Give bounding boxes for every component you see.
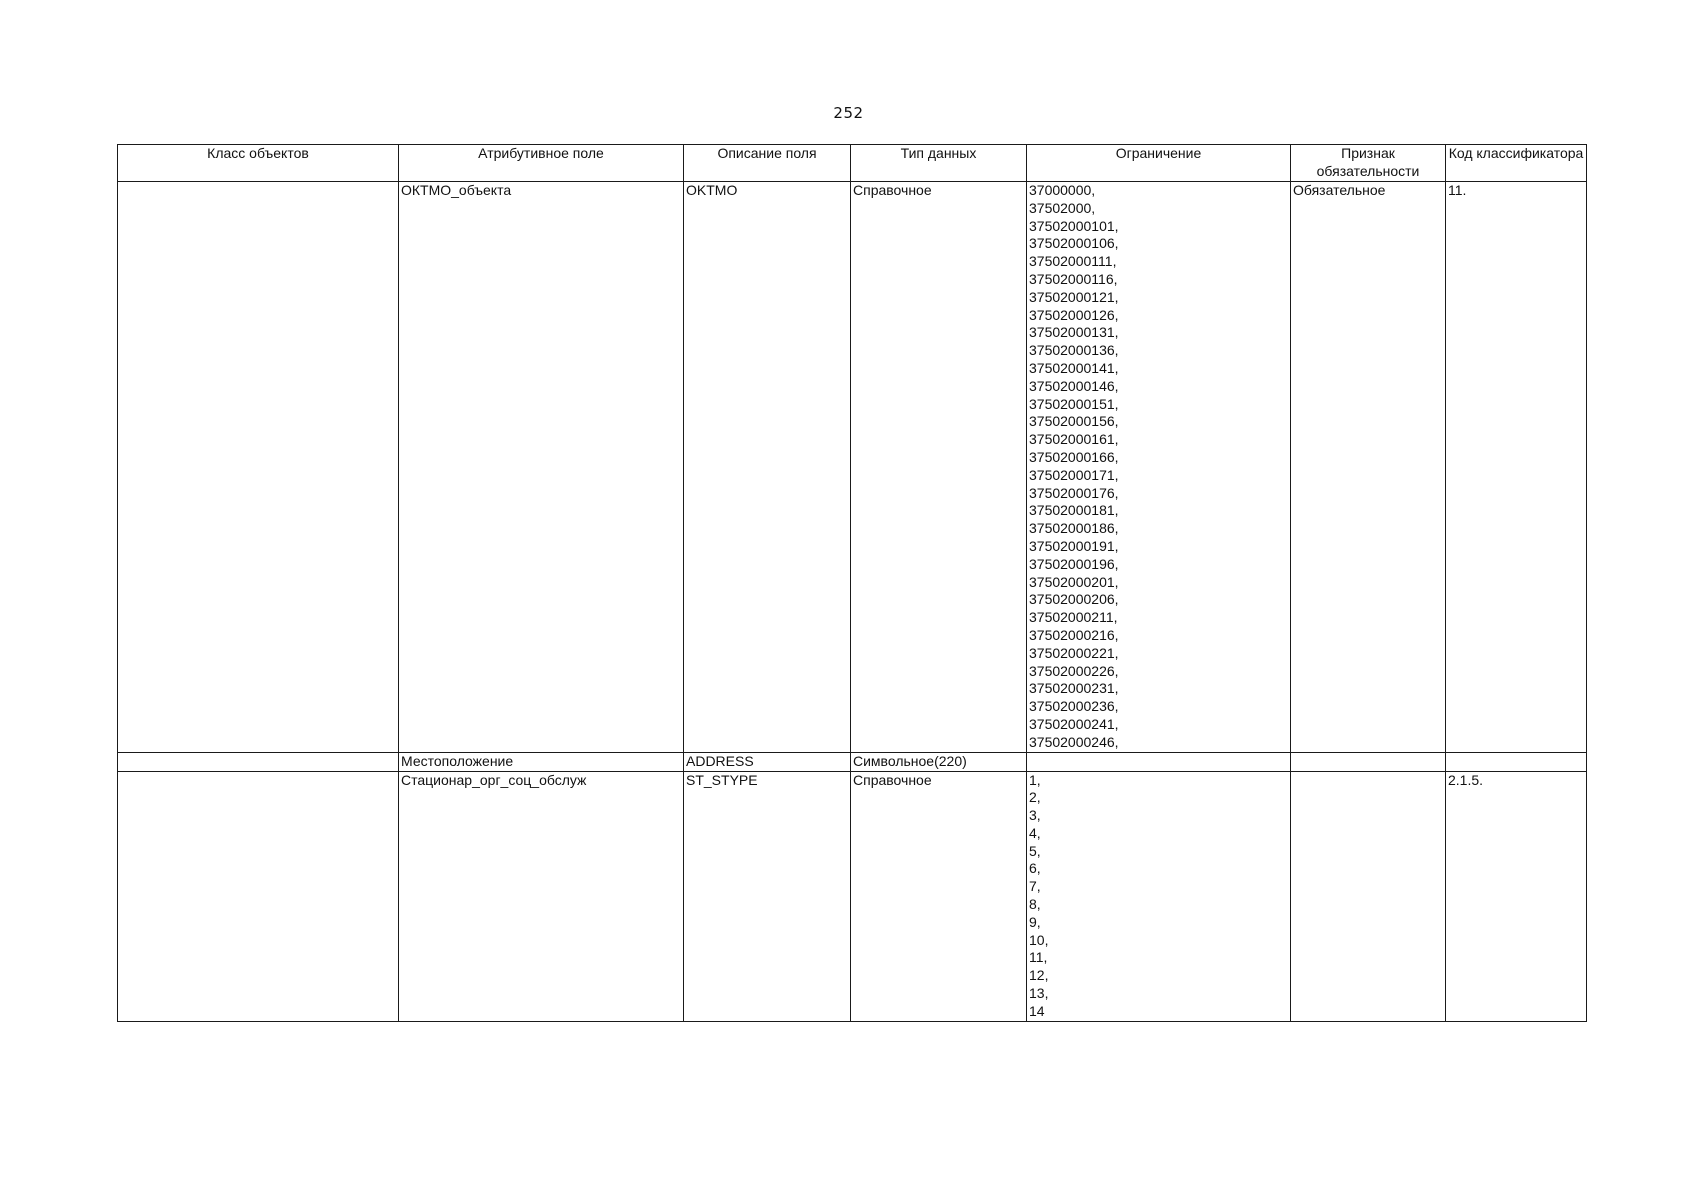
restriction-value: 37502000246, xyxy=(1029,733,1119,750)
restriction-value: 9, xyxy=(1029,913,1041,930)
restriction-value: 37502000141, xyxy=(1029,359,1119,376)
cell-data-type: Справочное xyxy=(851,771,1027,1021)
restriction-value: 37000000, xyxy=(1029,182,1096,198)
restriction-value: 37502000226, xyxy=(1029,662,1119,679)
header-data-type: Тип данных xyxy=(851,145,1027,182)
table-row xyxy=(118,752,1587,771)
restriction-value: 37502000146, xyxy=(1029,377,1119,394)
header-mandatory: Признак обязательности xyxy=(1291,145,1446,182)
cell-mandatory: Обязательное xyxy=(1291,182,1446,753)
restriction-value: 11, xyxy=(1029,949,1048,966)
restriction-value: 37502000236, xyxy=(1029,698,1119,715)
cell-object-class xyxy=(118,771,399,1021)
cell-attribute-field: Местоположение xyxy=(399,752,684,771)
restriction-value: 10, xyxy=(1029,931,1049,948)
cell-classifier-code: 11. xyxy=(1446,182,1587,753)
restriction-value: 37502000171, xyxy=(1029,466,1119,483)
table-row xyxy=(118,182,1587,753)
restriction-value: 12, xyxy=(1029,967,1049,984)
restriction-value: 37502000116, xyxy=(1029,270,1118,287)
cell-object-class xyxy=(118,182,399,753)
restriction-value: 3, xyxy=(1029,807,1041,824)
header-object-class: Класс объектов xyxy=(118,145,399,182)
table-header-row xyxy=(118,145,1587,182)
restriction-value: 37502000181, xyxy=(1029,502,1119,519)
cell-mandatory xyxy=(1291,752,1446,771)
cell-data-type: Символьное(220) xyxy=(851,752,1027,771)
restriction-value: 37502000196, xyxy=(1029,555,1119,572)
restriction-value: 8, xyxy=(1029,896,1041,913)
restriction-value: 37502000186, xyxy=(1029,520,1119,537)
header-field-description: Описание поля xyxy=(684,145,851,182)
restriction-value: 37502000211, xyxy=(1029,609,1118,626)
restriction-value: 37502000151, xyxy=(1029,395,1119,412)
restriction-value: 37502000, xyxy=(1029,199,1096,216)
restriction-value: 37502000221, xyxy=(1029,644,1119,661)
cell-attribute-field: Стационар_орг_соц_обслуж xyxy=(399,771,684,1021)
restriction-value: 37502000131, xyxy=(1029,324,1119,341)
cell-restriction xyxy=(1027,752,1291,771)
restriction-value: 37502000111, xyxy=(1029,253,1117,270)
page-number: 252 xyxy=(833,104,864,122)
attributes-table xyxy=(117,144,1587,1022)
cell-classifier-code xyxy=(1446,752,1587,771)
restriction-value: 2, xyxy=(1029,789,1041,806)
restriction-value: 37502000126, xyxy=(1029,306,1119,323)
restriction-value: 7, xyxy=(1029,878,1041,895)
cell-attribute-field: ОКТМО_объекта xyxy=(399,182,684,753)
header-attribute-field: Атрибутивное поле xyxy=(399,145,684,182)
cell-object-class xyxy=(118,752,399,771)
restriction-value: 37502000216, xyxy=(1029,626,1119,643)
restriction-value: 37502000231, xyxy=(1029,680,1119,697)
cell-mandatory xyxy=(1291,771,1446,1021)
restriction-value: 5, xyxy=(1029,842,1041,859)
cell-classifier-code: 2.1.5. xyxy=(1446,771,1587,1021)
restriction-value: 37502000136, xyxy=(1029,342,1119,359)
restriction-value: 37502000176, xyxy=(1029,484,1119,501)
restriction-value: 37502000156, xyxy=(1029,413,1119,430)
cell-restriction xyxy=(1027,771,1291,1021)
header-classifier-code: Код классификатора xyxy=(1446,145,1587,182)
restriction-value: 4, xyxy=(1029,824,1041,841)
restriction-value: 37502000106, xyxy=(1029,235,1119,252)
cell-field-description: OKTMO xyxy=(684,182,851,753)
cell-field-description: ST_STYPE xyxy=(684,771,851,1021)
restriction-value: 6, xyxy=(1029,860,1041,877)
restriction-value: 37502000241, xyxy=(1029,715,1119,732)
restriction-value: 37502000201, xyxy=(1029,573,1119,590)
header-restriction: Ограничение xyxy=(1027,145,1291,182)
restriction-value: 37502000121, xyxy=(1029,288,1119,305)
restriction-value: 37502000101, xyxy=(1029,217,1119,234)
restriction-value: 37502000161, xyxy=(1029,431,1119,448)
restriction-value: 37502000166, xyxy=(1029,448,1119,465)
restriction-value: 13, xyxy=(1029,985,1049,1002)
cell-field-description: ADDRESS xyxy=(684,752,851,771)
restriction-value: 37502000191, xyxy=(1029,537,1119,554)
restriction-value: 37502000206, xyxy=(1029,591,1119,608)
cell-restriction xyxy=(1027,182,1291,753)
restriction-value: 14 xyxy=(1029,1002,1045,1019)
restriction-value: 1, xyxy=(1029,771,1041,788)
cell-data-type: Справочное xyxy=(851,182,1027,753)
table-row xyxy=(118,771,1587,1021)
